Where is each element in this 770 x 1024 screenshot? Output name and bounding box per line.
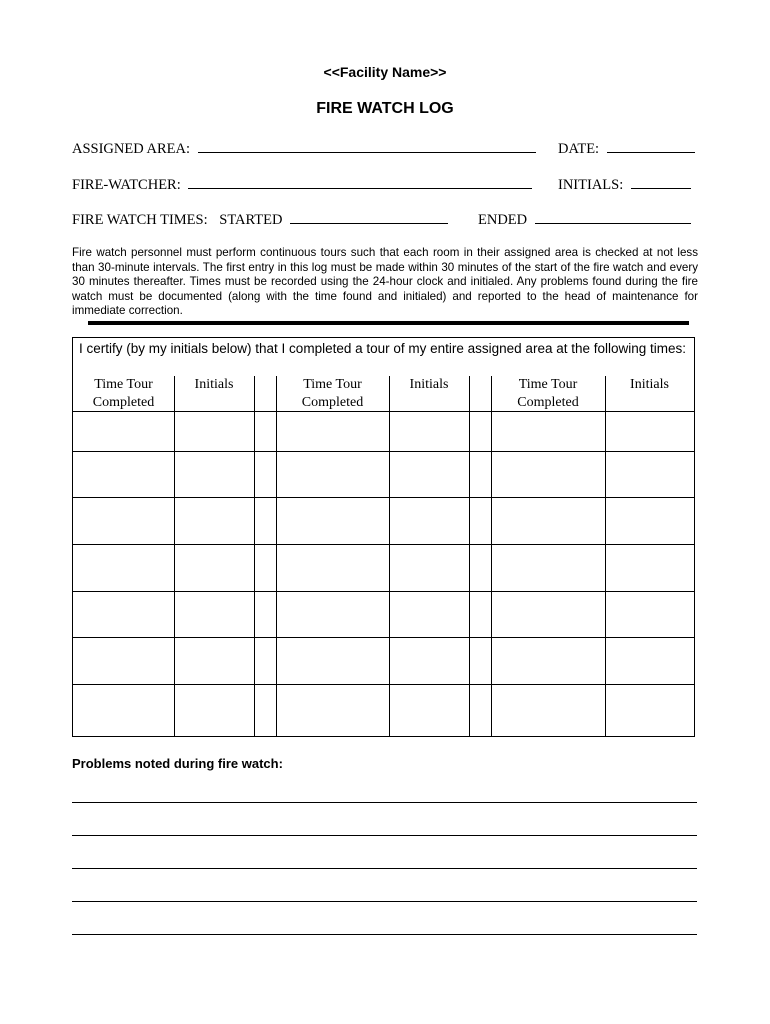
header-time-tour: Time Tour — [518, 377, 578, 392]
started-field[interactable] — [290, 209, 448, 224]
header-completed: Completed — [92, 395, 155, 410]
column-divider — [469, 376, 470, 737]
started-label: STARTED — [219, 212, 283, 228]
header-initials-3: Initials — [630, 377, 669, 392]
assigned-area-label: ASSIGNED AREA: — [72, 141, 191, 157]
header-completed: Completed — [517, 395, 579, 410]
row-divider — [73, 497, 694, 498]
fire-watcher-row — [72, 174, 532, 194]
problem-line[interactable] — [72, 802, 697, 803]
header-time-tour-completed-3 — [491, 376, 605, 412]
row-divider — [73, 451, 694, 452]
initials-row — [558, 174, 691, 194]
header-time-tour: Time Tour — [94, 377, 153, 392]
date-row — [558, 138, 695, 158]
assigned-area-row — [72, 138, 536, 158]
row-divider — [73, 637, 694, 638]
assigned-area-field[interactable] — [198, 138, 536, 153]
column-divider — [276, 376, 277, 737]
problem-line[interactable] — [72, 901, 697, 902]
instructions-paragraph: Fire watch personnel must perform continuous tours such that each room in their assigned area is checked at not less than 30-minute intervals. The first entry in this log must be made within 30 minutes of the start of the fire watch and every 30 minutes thereafter. Times must be recorded using the 24-hour clock and initialed. Any problems found during the fire watch must be documented (along with the time found and initialed) and reported to the head of maintenance for immediate correction. — [72, 246, 698, 318]
page-title: FIRE WATCH LOG — [316, 100, 454, 117]
tour-log-table — [72, 337, 695, 737]
column-divider — [491, 376, 492, 737]
header-completed: Completed — [301, 395, 364, 410]
facility-name: <<Facility Name>> — [323, 64, 447, 80]
fire-watcher-field[interactable] — [188, 174, 532, 189]
column-divider — [605, 376, 606, 737]
row-divider — [73, 684, 694, 685]
initials-field[interactable] — [631, 174, 691, 189]
section-divider — [88, 321, 689, 325]
date-field[interactable] — [607, 138, 695, 153]
fire-watcher-label: FIRE-WATCHER: — [72, 177, 181, 193]
column-divider — [254, 376, 255, 737]
header-initials-2: Initials — [409, 377, 449, 392]
header-time-tour: Time Tour — [303, 377, 362, 392]
initials-label: INITIALS: — [558, 177, 624, 193]
date-label: DATE: — [558, 141, 600, 157]
certification-statement: I certify (by my initials below) that I completed a tour of my entire assigned area at the following times: — [79, 341, 687, 356]
column-divider — [174, 376, 175, 737]
fire-watch-times-label: FIRE WATCH TIMES: — [72, 212, 208, 228]
ended-row — [478, 209, 691, 229]
problem-line[interactable] — [72, 835, 697, 836]
problem-line[interactable] — [72, 868, 697, 869]
problem-line[interactable] — [72, 934, 697, 935]
header-initials-1: Initials — [194, 377, 234, 392]
problems-label: Problems noted during fire watch: — [72, 756, 283, 771]
fire-watch-times-row — [72, 209, 448, 229]
ended-label: ENDED — [478, 212, 528, 228]
ended-field[interactable] — [535, 209, 691, 224]
column-divider — [389, 376, 390, 737]
row-divider — [73, 591, 694, 592]
row-divider — [73, 544, 694, 545]
header-time-tour-completed-1 — [73, 376, 174, 412]
header-time-tour-completed-2 — [276, 376, 389, 412]
